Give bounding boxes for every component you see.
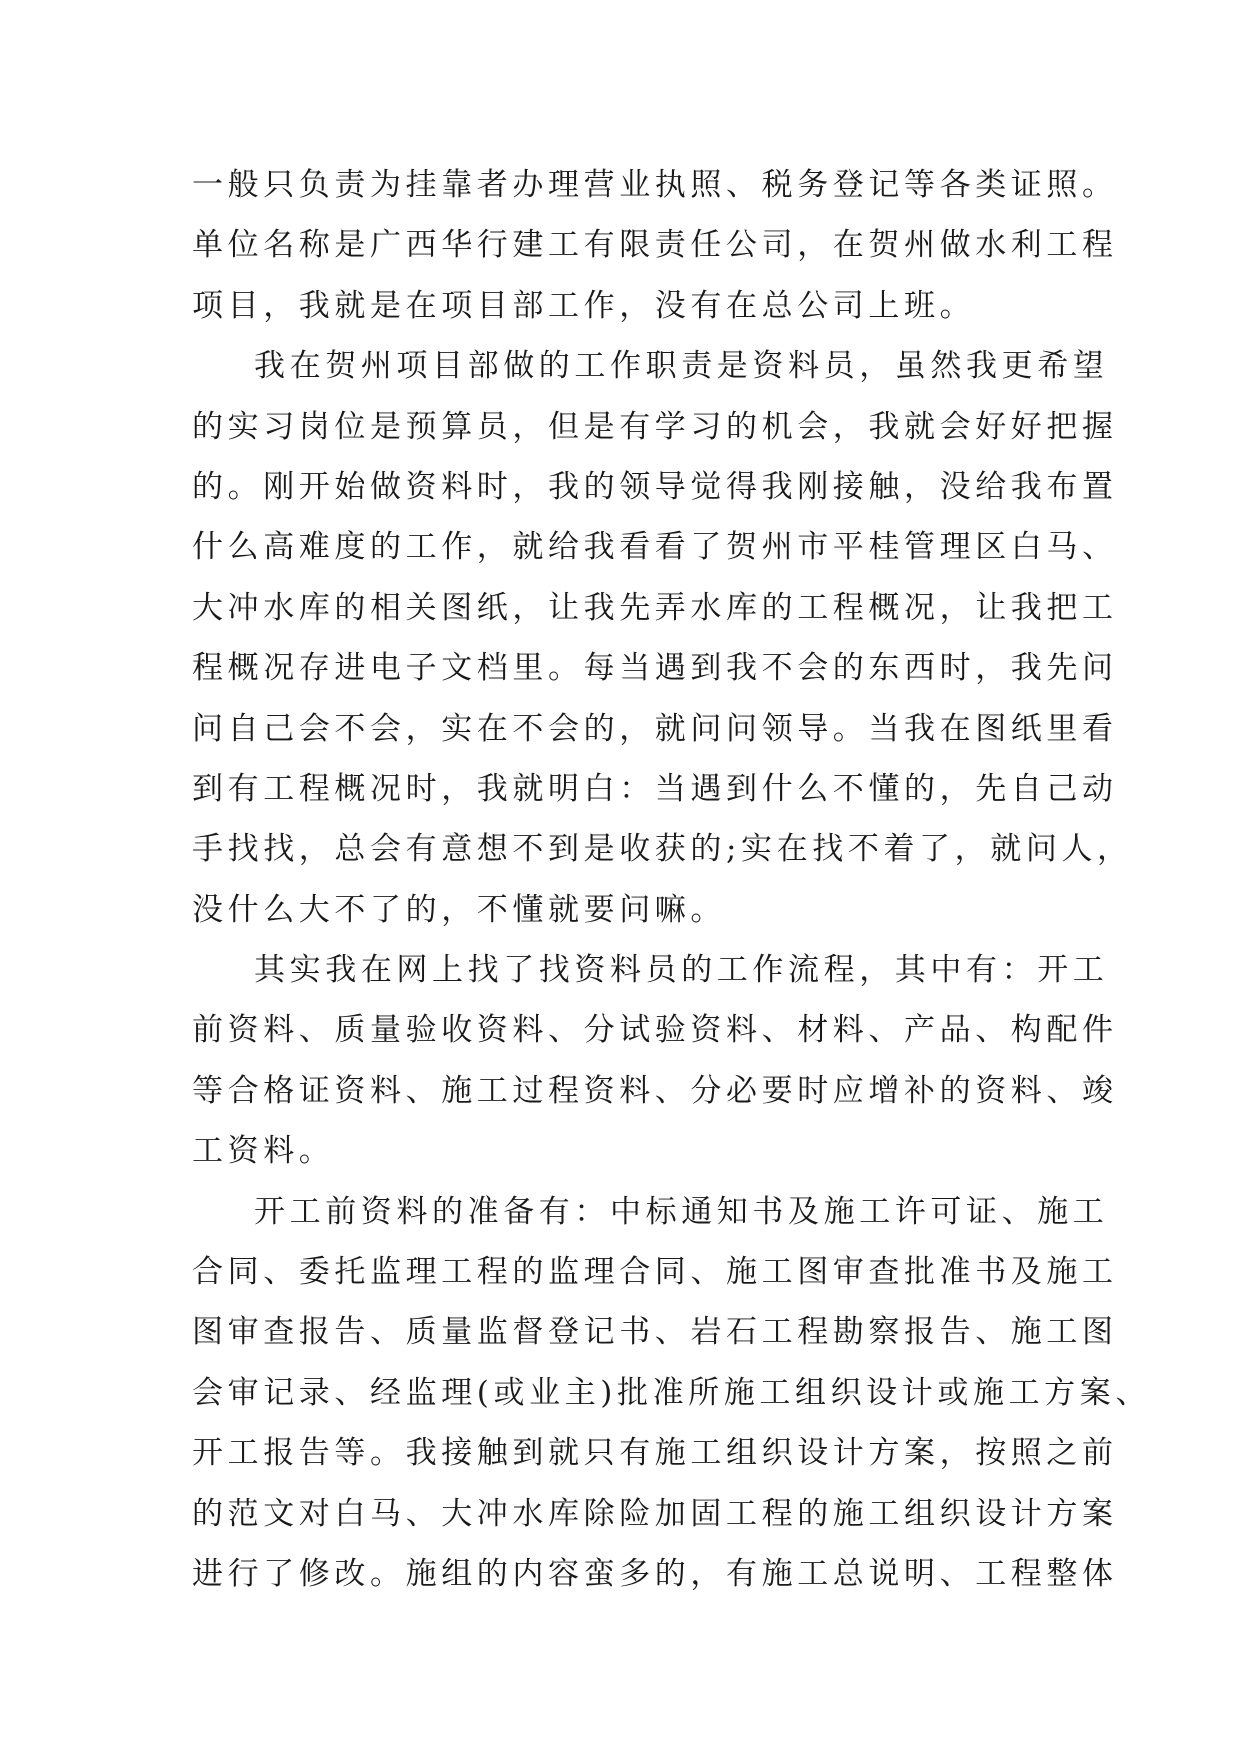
text-line: 的实习岗位是预算员，但是有学习的机会，我就会好好把握 xyxy=(192,408,1118,445)
text-line: 什么高难度的工作，就给我看看了贺州市平桂管理区白马、 xyxy=(192,529,1118,566)
text-line: 大冲水库的相关图纸，让我先弄水库的工程概况，让我把工 xyxy=(192,589,1118,626)
text-line: 的范文对白马、大冲水库除险加固工程的施工组织设计方案 xyxy=(192,1495,1118,1532)
text-line: 的。刚开始做资料时，我的领导觉得我刚接触，没给我布置 xyxy=(192,468,1118,505)
document-body xyxy=(192,155,1151,1604)
text-line: 等合格证资料、施工过程资料、分必要时应增补的资料、竣 xyxy=(192,1072,1118,1109)
text-line: 前资料、质量验收资料、分试验资料、材料、产品、构配件 xyxy=(192,1012,1118,1049)
text-line: 手找找，总会有意想不到是收获的;实在找不着了，就问人， xyxy=(192,831,1133,868)
text-line: 图审查报告、质量监督登记书、岩石工程勘察报告、施工图 xyxy=(192,1314,1118,1351)
text-line: 项目，我就是在项目部工作，没有在总公司上班。 xyxy=(192,287,976,324)
text-line: 开工报告等。我接触到就只有施工组织设计方案，按照之前 xyxy=(192,1435,1118,1472)
text-line: 工资料。 xyxy=(192,1133,335,1170)
text-line: 进行了修改。施组的内容蛮多的，有施工总说明、工程整体 xyxy=(192,1555,1118,1592)
text-line: 没什么大不了的，不懂就要问嘛。 xyxy=(192,891,726,928)
text-line: 问自己会不会，实在不会的，就问问领导。当我在图纸里看 xyxy=(192,710,1118,747)
paragraph-first-line: 其实我在网上找了找资料员的工作流程，其中有：开工 xyxy=(254,952,1109,989)
text-line: 合同、委托监理工程的监理合同、施工图审查批准书及施工 xyxy=(192,1254,1118,1291)
text-line: 单位名称是广西华行建工有限责任公司，在贺州做水利工程 xyxy=(192,227,1118,264)
text-line: 一般只负责为挂靠者办理营业执照、税务登记等各类证照。 xyxy=(192,167,1118,203)
text-line: 会审记录、经监理(或业主)批准所施工组织设计或施工方案、 xyxy=(192,1374,1151,1411)
text-line: 到有工程概况时，我就明白：当遇到什么不懂的，先自己动 xyxy=(192,770,1118,807)
paragraph-first-line: 我在贺州项目部做的工作职责是资料员，虽然我更希望 xyxy=(254,348,1109,385)
text-line: 程概况存进电子文档里。每当遇到我不会的东西时，我先问 xyxy=(192,650,1118,687)
paragraph-first-line: 开工前资料的准备有：中标通知书及施工许可证、施工 xyxy=(254,1193,1109,1230)
